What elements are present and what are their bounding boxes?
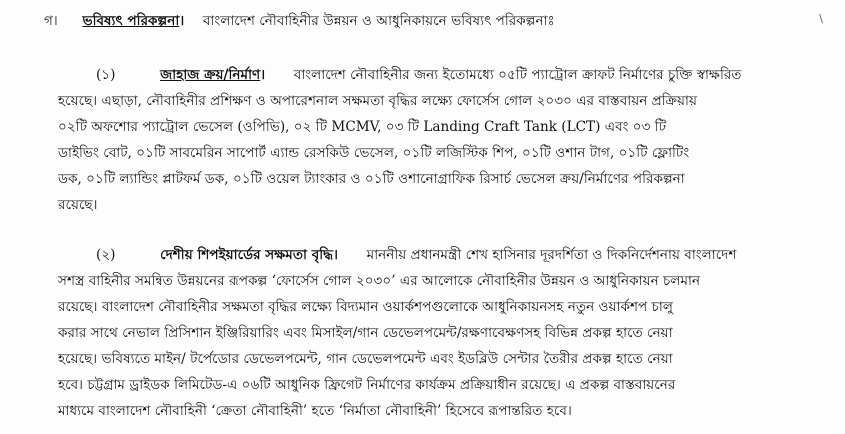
- para2-heading: দেশীয় শিপইয়ার্ডের সক্ষমতা বৃদ্ধি: [160, 247, 334, 263]
- para1-first-line: [96, 66, 818, 84]
- section-title: ভবিষ্যৎ পরিকল্পনা: [82, 13, 180, 29]
- para2-line-3: রয়েছে। বাংলাদেশ নৌবাহিনীর সক্ষমতা বৃদ্ধির লক্ষ্যে বিদ্যমান ওয়ার্কশপগুলোকে আধুনিকায়নসহ নতুন ওয়ার্কশপ চালু: [58, 299, 673, 315]
- para2-number: (২): [96, 247, 116, 263]
- para1-line-3: ০২টি অফশোর প্যাট্রোল ভেসেল (ওপিভি), ০২ টি MCMV, ০৩ টি Landing Craft Tank (LCT) এবং ০৩ টি: [58, 119, 667, 135]
- para1-line-4: ডাইভিং বোট, ০১টি সাবমেরিন সাপোর্ট এ্যান্ড রেসকিউ ভেসেল, ০১টি লজিস্টিক শিপ, ০১টি ওশান টাগ, ০১টি ফ্লোটিং: [58, 145, 690, 161]
- para2-line-4: করার সাথে নেভাল প্রিসিশান ইঞ্জিরিয়ারিং এবং মিসাইল/গান ডেভেলপমেন্ট/রক্ষণাবেক্ষণসহ বিভিন্ন প্রকল্প হাতে নেয়া: [58, 325, 673, 341]
- para2-line-7: মাধ্যমে বাংলাদেশ নৌবাহিনী ‘ক্রেতা নৌবাহিনী’ হতে ‘নির্মাতা নৌবাহিনী’ হিসেবে রূপান্তরিত হবে।: [58, 403, 572, 419]
- section-intro: বাংলাদেশ নৌবাহিনীর উন্নয়ন ও আধুনিকায়নে ভবিষ্যৎ পরিকল্পনাঃ: [202, 13, 555, 29]
- para2-line-6: হবে। চট্টগ্রাম ড্রাইডক লিমিটেড-এ ০৬টি আধুনিক ফ্রিগেট নির্মাণের কার্যক্রম প্রক্রিয়াধীন রয়েছে। এ প্রকল্প বাস্তবায়নের: [58, 377, 676, 393]
- corner-mark: \: [819, 12, 823, 25]
- para2-line-2: সশস্ত্র বাহিনীর সমন্বিত উন্নয়নের রূপকল্প ‘ফোর্সেস গোল ২০৩০’ এর আলোকে নৌবাহিনীর উন্নয়ন ও আধুনিকায়ন চলমান: [58, 273, 701, 289]
- para1-line-2: হয়েছে। এছাড়া, নৌবাহিনীর প্রশিক্ষণ ও অপারেশনাল সক্ষমতা বৃদ্ধির লক্ষ্যে ফোর্সেস গোল ২০৩০ এর বাস্তবায়ন প্রক্রিয়ায়: [58, 93, 698, 109]
- section-marker: গ।: [44, 13, 58, 29]
- para1-line-5: ডক, ০১টি ল্যান্ডিং প্লাটফর্ম ডক, ০১টি ওয়েল ট্যাংকার ও ০১টি ওশানোগ্রাফিক রিসার্চ ভেসেল ক্রয়/নির্মাণের পরিকল্পনা: [58, 171, 685, 187]
- para2-line-1: মাননীয় প্রধানমন্ত্রী শেখ হাসিনার দূরদর্শিতা ও দিকনির্দেশনায় বাংলাদেশ: [366, 247, 737, 263]
- para1-line-1: বাংলাদেশ নৌবাহিনীর জন্য ইতোমধ্যে ০৫টি প্যাট্রোল ক্রাফট নির্মাণের চুক্তি স্বাক্ষরিত: [293, 67, 742, 83]
- para2-first-line: [96, 246, 736, 264]
- para1-number: (১): [96, 67, 116, 83]
- section-heading: [44, 12, 555, 30]
- para2-line-5: হয়েছে। ভবিষ্যতে মাইন/ টর্পেডোর ডেভেলপমেন্ট, গান ডেভেলপমেন্ট এবং ইডব্লিউ সেন্টার তৈরীর প্রকল্প হাতে নেয়া: [58, 351, 673, 367]
- para1-heading: জাহাজ ক্রয়/নির্মাণ: [160, 67, 261, 83]
- section-title-suffix: ।: [179, 13, 185, 29]
- para1-line-6: রয়েছে।: [58, 197, 98, 213]
- para1-heading-suffix: ।: [260, 67, 266, 83]
- para2-heading-suffix: ।: [333, 247, 339, 263]
